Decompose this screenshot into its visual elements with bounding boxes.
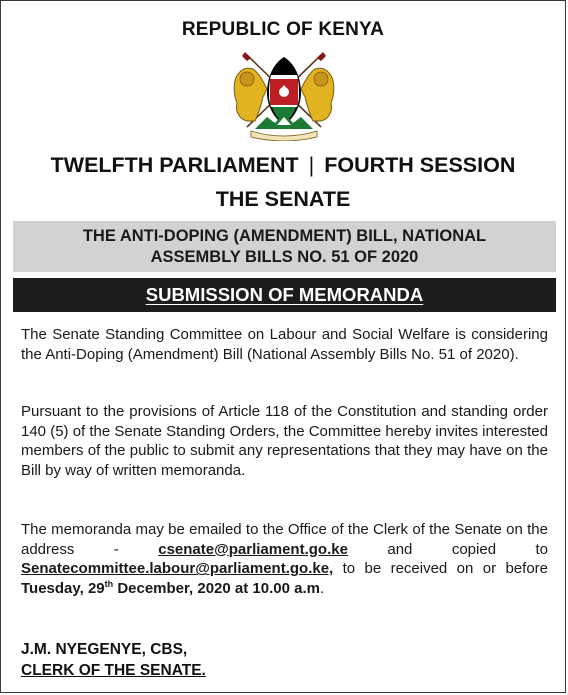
parliament-label: TWELFTH PARLIAMENT: [50, 153, 299, 177]
deadline-suffix: th: [104, 579, 114, 590]
submission-intro: The memoranda may be emailed to the Office of the Clerk of the Senate on the address -: [21, 521, 548, 558]
paragraph-submission: [21, 520, 548, 599]
paragraph-invitation: Pursuant to the provisions of Article 118 of the Constitution and standing order 140 (5) of the Senate Standing Orders, the Committee hereby invites interested members of the public to submit any representations that they may have on the Bill by way of written memoranda.: [21, 403, 548, 480]
bill-title-line-1: THE ANTI-DOPING (AMENDMENT) BILL, NATIONAL: [82, 227, 487, 245]
house-heading: THE SENATE: [215, 187, 351, 211]
republic-heading: REPUBLIC OF KENYA: [181, 19, 385, 40]
heading-separator: |: [308, 153, 315, 177]
kenya-coat-of-arms-icon: [225, 49, 343, 141]
deadline-rest: December, 2020 at 10.00 a.m: [113, 580, 320, 598]
signatory-title: CLERK OF THE SENATE.: [21, 662, 206, 679]
session-label: FOURTH SESSION: [324, 153, 516, 177]
copy-email-link[interactable]: Senatecommittee.labour@parliament.go.ke,: [21, 560, 334, 578]
submission-tail: to be received on or before: [333, 560, 548, 578]
deadline-date: [21, 580, 320, 597]
parliament-session-heading: [1, 153, 565, 178]
submission-end: .: [319, 580, 325, 598]
submission-mid: and copied to: [347, 540, 548, 558]
bill-title-band: [13, 221, 556, 272]
signatory-name: J.M. NYEGENYE, CBS,: [21, 641, 188, 658]
bill-title-line-2: ASSEMBLY BILLS NO. 51 OF 2020: [150, 248, 419, 266]
deadline-day: Tuesday, 29: [21, 580, 105, 598]
paragraph-committee: The Senate Standing Committee on Labour and Social Welfare is considering the Anti-Doping (Amendment) Bill (National Assembly Bills No. 51 of 2020).: [21, 326, 548, 363]
notice-title-band: [13, 278, 556, 312]
notice-title: SUBMISSION OF MEMORANDA: [145, 284, 424, 305]
primary-email-link[interactable]: csenate@parliament.go.ke: [158, 540, 348, 558]
